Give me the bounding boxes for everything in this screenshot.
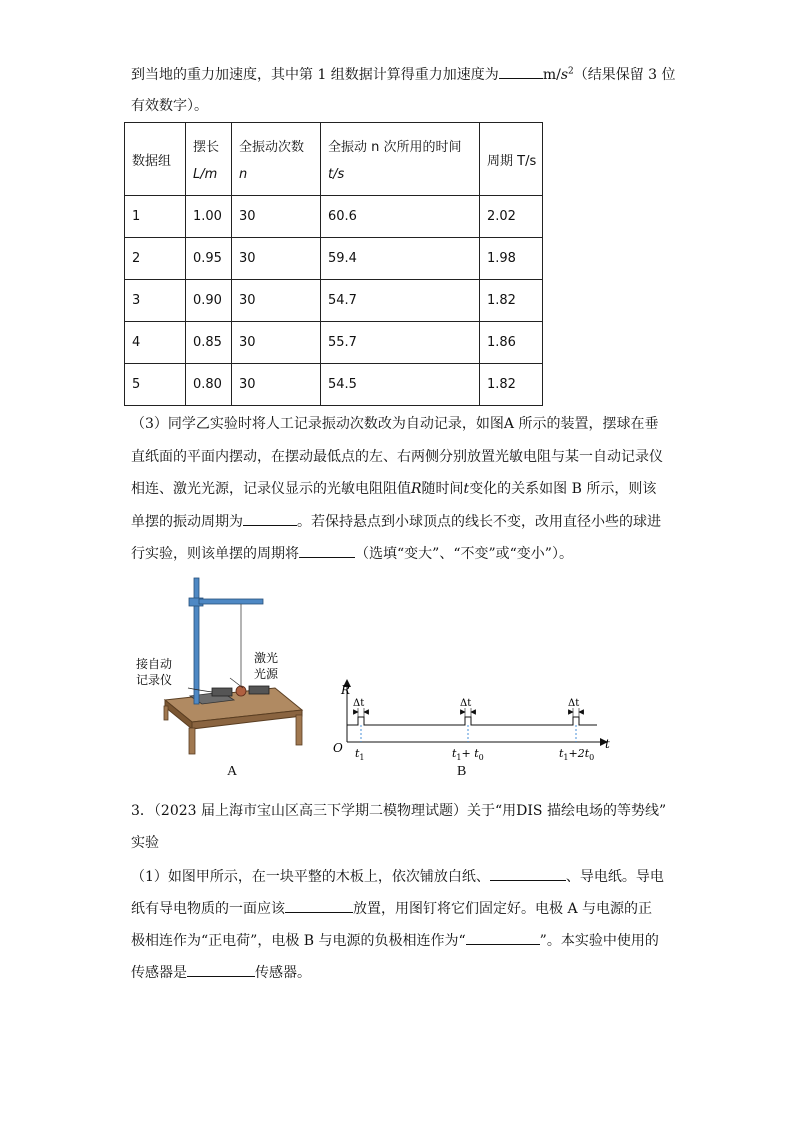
cell-count: 30: [232, 364, 321, 406]
para1-line1: [131, 64, 676, 85]
cell-length: 0.85: [186, 322, 232, 364]
stand-rod: [194, 578, 199, 704]
delta-t-label: Δt: [568, 698, 580, 709]
cell-period: 1.82: [480, 280, 543, 322]
cell-group: 5: [125, 364, 186, 406]
q3-line4: [131, 898, 652, 919]
cell-group: 4: [125, 322, 186, 364]
para1-line2: 有效数字）。: [131, 98, 208, 114]
para3-text: 行实验，则该单摆的周期将: [131, 546, 299, 562]
header-sub: t/s: [328, 167, 345, 182]
x-axis-label: t: [605, 737, 610, 751]
header-label: 摆长: [193, 140, 220, 155]
delta-t-bracket: [568, 698, 584, 717]
table-row: [125, 364, 543, 406]
para3-text: 随时间: [421, 481, 464, 497]
q3-text: 纸有导电物质的一面应该: [131, 901, 285, 917]
cell-length: 0.90: [186, 280, 232, 322]
label-laser-1: 激光: [254, 651, 279, 665]
answer-blank-orientation[interactable]: [285, 898, 353, 913]
answer-blank-charge[interactable]: [466, 930, 540, 945]
q3-line6: [131, 962, 311, 983]
header-group: [125, 123, 186, 196]
answer-blank-change[interactable]: [299, 543, 355, 558]
para3-text: 相连、激光光源，记录仪显示的光敏电阻阻值: [131, 481, 411, 497]
header-length: [186, 123, 232, 196]
header-period: [480, 123, 543, 196]
cell-length: 0.95: [186, 238, 232, 280]
para3-line5: [131, 543, 573, 564]
header-sub: n: [239, 167, 248, 182]
answer-blank-sensor[interactable]: [187, 962, 255, 977]
cell-time: 54.5: [321, 364, 480, 406]
pendulum-bob: [236, 686, 246, 696]
cell-group: 1: [125, 196, 186, 238]
header-label: 全振动次数: [239, 140, 305, 155]
unit-s: s: [560, 67, 568, 83]
delta-t-bracket: [353, 698, 369, 717]
table-leg: [164, 706, 168, 720]
unit-m: m/: [542, 67, 561, 83]
header-label: 周期 T/s: [487, 153, 537, 169]
photoresistor: [212, 688, 232, 696]
header-label: 数据组: [132, 153, 172, 169]
cell-count: 30: [232, 238, 321, 280]
figure-a-pendulum-apparatus: [130, 570, 310, 770]
figure-a-caption: A: [227, 764, 238, 779]
q3-text: 传感器是: [131, 965, 187, 981]
stand-arm: [199, 599, 263, 604]
cell-group: 2: [125, 238, 186, 280]
data-table: [124, 122, 543, 406]
label-laser-2: 光源: [254, 667, 279, 681]
figure-b-caption: B: [457, 764, 467, 779]
resistance-signal-line: [347, 717, 597, 725]
tick-label-t1-plus-t0: $t_1+ t_0$: [452, 747, 484, 762]
para3-line4: [131, 511, 661, 532]
cell-period: 1.98: [480, 238, 543, 280]
table-header-row: [125, 123, 543, 196]
recorder-wire: [188, 688, 212, 692]
unit-exp: 2: [568, 66, 574, 77]
para3-text: （选填“变大”、“不变”或“变小”）。: [355, 546, 573, 562]
cell-group: 3: [125, 280, 186, 322]
delta-t-label: Δt: [353, 698, 365, 709]
cell-count: 30: [232, 322, 321, 364]
q3-line1: 3．（2023 届上海市宝山区高三下学期二模物理试题）关于“用DIS 描绘电场的等势线”: [131, 803, 667, 819]
table-row: [125, 196, 543, 238]
delta-t-bracket: [460, 698, 476, 717]
figure-b-resistance-time-graph: [325, 670, 625, 765]
answer-blank-1[interactable]: [499, 64, 543, 79]
para3-line2: 直纸面的平面内摆动，在摆动最低点的左、右两侧分别放置光敏电阻与某一自动记录仪: [131, 449, 663, 465]
q3-text: 放置，用图钉将它们固定好。电极 A 与电源的正: [353, 901, 653, 917]
para3-line3: [131, 479, 656, 499]
q3-text: 、导电纸。导电: [565, 869, 664, 885]
cell-count: 30: [232, 280, 321, 322]
header-sub: L/m: [193, 167, 218, 182]
para3-text: 变化的关系如图 B 所示，则该: [469, 481, 657, 497]
cell-length: 0.80: [186, 364, 232, 406]
q3-text: 传感器。: [255, 965, 311, 981]
table-row: [125, 280, 543, 322]
table-row: [125, 322, 543, 364]
delta-t-label: Δt: [460, 698, 472, 709]
header-label: 全振动 n 次所用的时间: [328, 140, 462, 155]
table-leg: [189, 728, 195, 754]
q3-line5: [131, 930, 659, 951]
origin-label: O: [333, 741, 343, 755]
cell-period: 2.02: [480, 196, 543, 238]
para3-line1: （3）同学乙实验时将人工记录振动次数改为自动记录，如图A 所示的装置，摆球在垂: [131, 416, 659, 432]
q3-line2: 实验: [131, 835, 159, 851]
laser-source: [249, 686, 269, 694]
symbol-R: R: [411, 481, 422, 497]
label-recorder-2: 记录仪: [136, 673, 173, 687]
para3-text: 。若保持悬点到小球顶点的线长不变，改用直径小些的球进: [297, 514, 661, 530]
q3-text: ”。本实验中使用的: [539, 933, 659, 949]
table-row: [125, 238, 543, 280]
answer-blank-paper[interactable]: [490, 866, 566, 881]
cell-count: 30: [232, 196, 321, 238]
para3-text: 单摆的振动周期为: [131, 514, 243, 530]
q3-text: 极相连作为“正电荷”，电极 B 与电源的负极相连作为“: [131, 933, 466, 949]
header-count: [232, 123, 321, 196]
cell-time: 55.7: [321, 322, 480, 364]
cell-time: 54.7: [321, 280, 480, 322]
para1-text-b: （结果保留 3 位: [573, 67, 676, 83]
para1-text-a: 到当地的重力加速度，其中第 1 组数据计算得重力加速度为: [131, 67, 499, 83]
symbol-t: t: [463, 481, 470, 497]
table-leg: [296, 715, 302, 745]
cell-time: 60.6: [321, 196, 480, 238]
q3-text: （1）如图甲所示，在一块平整的木板上，依次铺放白纸、: [131, 869, 490, 885]
tick-label-t1: $t_1$: [355, 747, 365, 762]
cell-length: 1.00: [186, 196, 232, 238]
y-axis-label: R: [341, 683, 351, 697]
q3-line3: [131, 866, 664, 887]
cell-period: 1.86: [480, 322, 543, 364]
header-time: [321, 123, 480, 196]
label-recorder-1: 接自动: [136, 657, 173, 671]
cell-period: 1.82: [480, 364, 543, 406]
answer-blank-period[interactable]: [243, 511, 297, 526]
cell-time: 59.4: [321, 238, 480, 280]
tick-label-t1-plus-2t0: $t_1+2t_0$: [559, 747, 595, 762]
